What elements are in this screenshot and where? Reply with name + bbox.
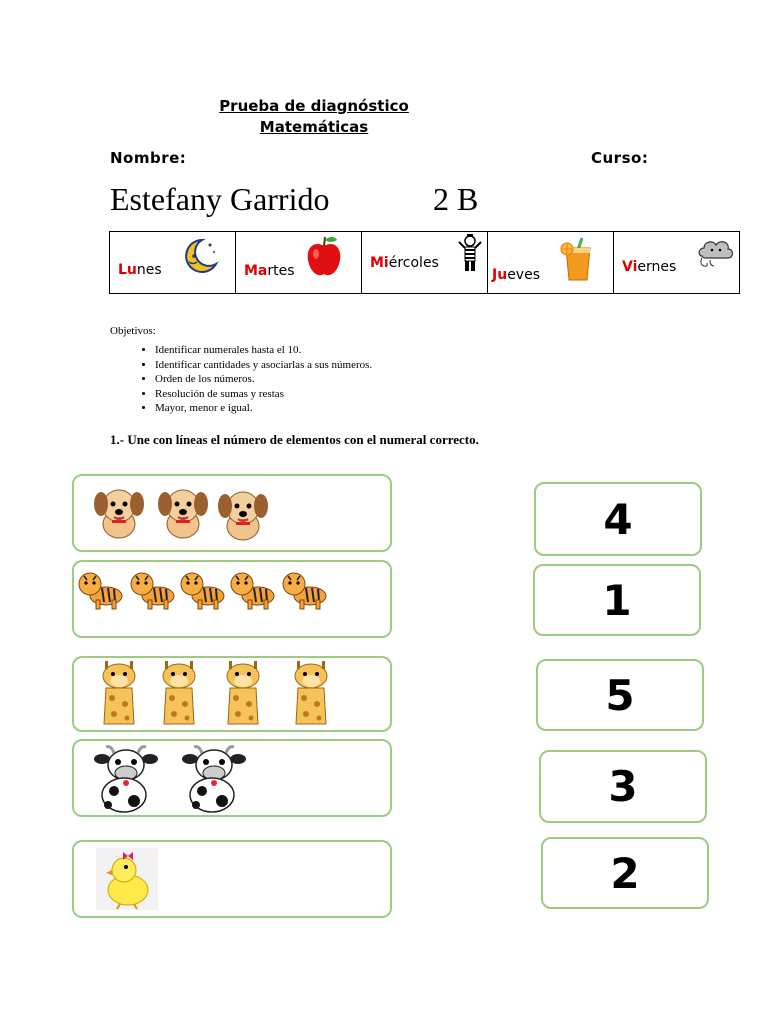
day-label (492, 267, 540, 283)
course-value: 2 B (433, 181, 479, 217)
cloud-icon (696, 236, 736, 272)
list-item: • Mayor, menor e igual. (155, 401, 372, 416)
objectives-list (110, 343, 372, 416)
list-item: • Orden de los números. (155, 372, 372, 387)
dog-icon (156, 484, 210, 540)
numeral-box: 1 (533, 564, 701, 636)
dog-icon (216, 486, 270, 542)
day-label-prefix: Mi (370, 255, 389, 271)
giraffe-icon (94, 660, 144, 726)
day-label-suffix: rtes (267, 263, 295, 279)
day-cell-lunes (110, 232, 236, 294)
numeral-box: 3 (539, 750, 707, 823)
objectives-heading: Objetivos: (110, 325, 156, 337)
day-label-prefix: Ju (492, 267, 508, 283)
chick-icon (96, 848, 158, 910)
exercise-instruction: 1.- Une con líneas el número de elementos con el numeral correcto. (110, 432, 479, 447)
day-label (244, 263, 295, 279)
juice-icon (558, 236, 598, 284)
day-label-suffix: nes (136, 262, 162, 278)
tiger-icon (178, 568, 228, 610)
day-cell-martes (236, 232, 362, 294)
day-label (370, 255, 439, 271)
giraffe-icon (218, 660, 268, 726)
cow-icon (178, 743, 248, 815)
day-label-suffix: ércoles (388, 255, 439, 271)
title-line-2: Matemáticas (259, 118, 369, 136)
mime-icon (457, 234, 483, 272)
tiger-icon (76, 568, 126, 610)
day-label-prefix: Vi (622, 259, 638, 275)
numeral-box: 2 (541, 837, 709, 909)
weekdays-table (109, 231, 740, 294)
cow-icon (90, 743, 160, 815)
day-label-prefix: Ma (244, 263, 268, 279)
numeral-box: 5 (536, 659, 704, 731)
day-cell-jueves (488, 232, 614, 294)
moon-icon (180, 236, 220, 276)
student-name: Estefany Garrido (110, 181, 330, 217)
list-item: • Identificar cantidades y asociarlas a sus números. (155, 358, 372, 373)
title-line-1: Prueba de diagnóstico (219, 97, 409, 115)
numeral-box: 4 (534, 482, 702, 556)
day-cell-miercoles (362, 232, 488, 294)
tiger-icon (128, 568, 178, 610)
day-label-suffix: eves (507, 267, 540, 283)
name-label: Nombre: (110, 149, 187, 167)
tiger-icon (228, 568, 278, 610)
day-label (118, 262, 162, 278)
day-cell-viernes (614, 232, 740, 294)
list-item: • Identificar numerales hasta el 10. (155, 343, 372, 358)
course-label: Curso: (591, 149, 649, 167)
day-label-prefix: Lu (118, 262, 137, 278)
tiger-icon (280, 568, 330, 610)
list-item: • Resolución de sumas y restas (155, 387, 372, 402)
giraffe-icon (286, 660, 336, 726)
day-label (622, 259, 676, 275)
day-label-suffix: ernes (637, 259, 677, 275)
apple-icon (304, 234, 344, 280)
dog-icon (92, 484, 146, 540)
giraffe-icon (154, 660, 204, 726)
